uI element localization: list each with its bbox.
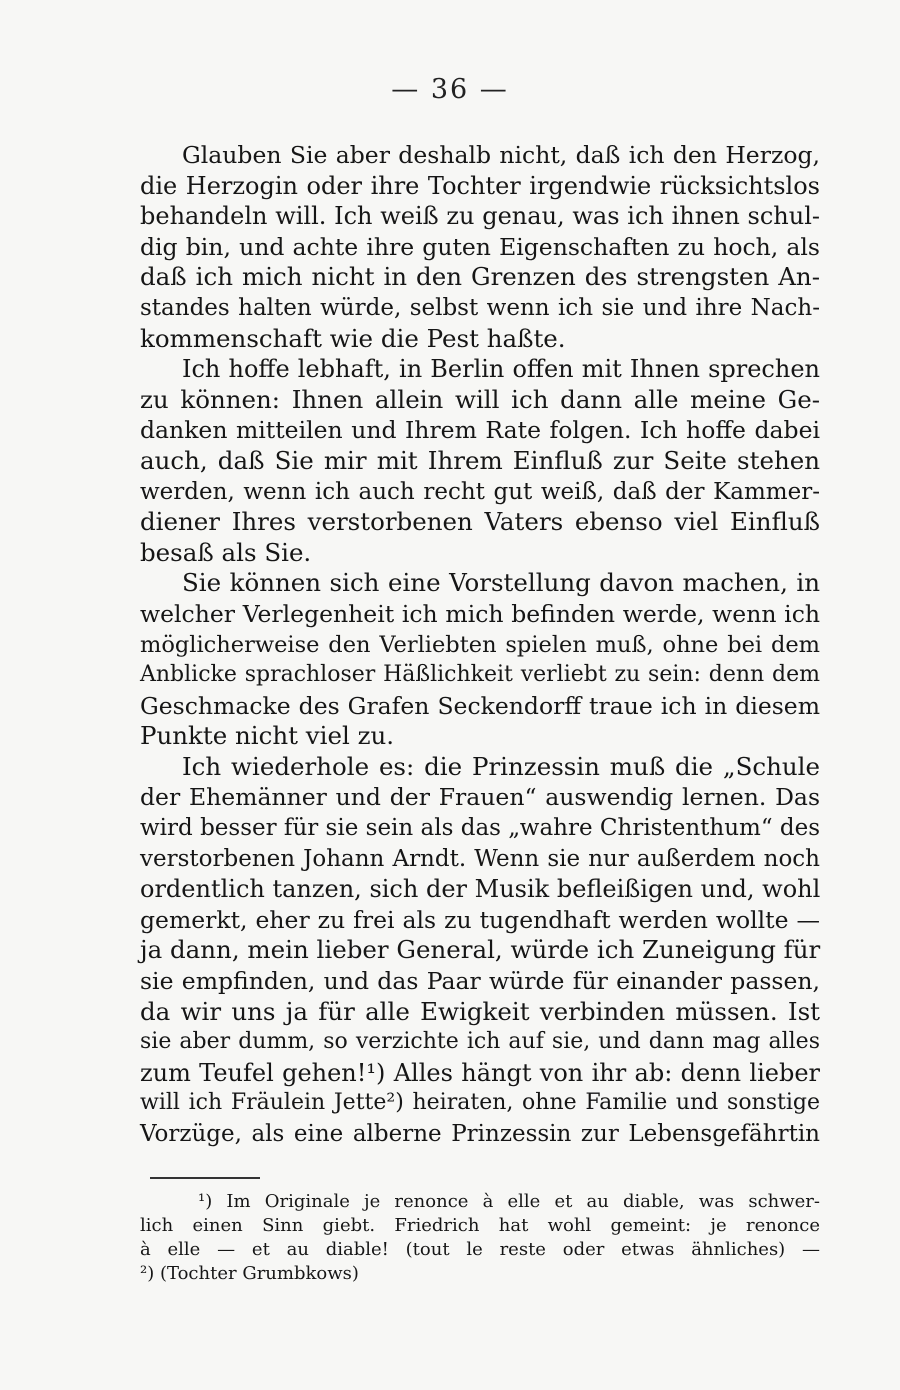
footnote-line: lich einen Sinn giebt. Friedrich hat wohl gemeint: je renonce <box>140 1215 820 1236</box>
text-line: Vorzüge, als eine alberne Prinzessin zur Lebensgefährtin <box>140 1121 820 1147</box>
text-line: werden, wenn ich auch recht gut weiß, daß der Kammer- <box>140 478 820 505</box>
text-line: ja dann, mein lieber General, würde ich Zuneigung für <box>140 935 821 965</box>
footnote-line: ²) (Tochter Grumbkows) <box>140 1263 359 1284</box>
text-line: Glauben Sie aber deshalb nicht, daß ich den Herzog, <box>182 141 820 169</box>
text-line: standes halten würde, selbst wenn ich sie und ihre Nach- <box>140 294 820 321</box>
text-line: kommenschaft wie die Pest haßte. <box>140 323 566 353</box>
text-line: wird besser für sie sein als das „wahre Christenthum“ des <box>140 815 821 842</box>
text-line: Anblicke sprachloser Häßlichkeit verliebt zu sein: denn dem <box>140 662 820 688</box>
footnotes <box>140 1190 820 1286</box>
footnote-line: à elle — et au diable! (tout le reste oder etwas ähnliches) — <box>140 1239 820 1260</box>
text-line: Ich hoffe lebhaft, in Berlin offen mit Ihnen sprechen <box>182 355 820 384</box>
text-line: Sie können sich eine Vorstellung davon machen, in <box>182 568 820 598</box>
text-line: Geschmacke des Grafen Seckendorff traue ich in diesem <box>140 691 820 720</box>
text-line: behandeln will. Ich weiß zu genau, was ich ihnen schul- <box>140 202 820 231</box>
body-text <box>140 140 820 1150</box>
text-line: gemerkt, eher zu frei als zu tugendhaft werden wollte — <box>140 905 820 934</box>
text-line: Punkte nicht viel zu. <box>140 721 395 751</box>
text-line: da wir uns ja für alle Ewigkeit verbinden müssen. Ist <box>140 996 820 1026</box>
footnote-line: ¹) Im Originale je renonce à elle et au diable, was schwer- <box>198 1191 820 1212</box>
text-line: dig bin, und achte ihre guten Eigenschaften zu hoch, als <box>140 232 820 261</box>
text-line: Ich wiederhole es: die Prinzessin muß die „Schule <box>182 751 820 781</box>
text-line: will ich Fräulein Jette²) heiraten, ohne Familie und sonstige <box>140 1090 820 1116</box>
text-line: der Ehemänner und der Frauen“ auswendig lernen. Das <box>140 783 820 812</box>
footnote-divider <box>150 1177 260 1179</box>
text-line: danken mitteilen und Ihrem Rate folgen. Ich hoffe dabei <box>140 416 820 445</box>
page-number: — 36 — <box>391 74 509 105</box>
text-line: zum Teufel gehen!¹) Alles hängt von ihr ab: denn lieber <box>140 1058 820 1087</box>
text-line: die Herzogin oder ihre Tochter irgendwie rücksichtslos <box>140 171 820 200</box>
text-line: auch, daß Sie mir mit Ihrem Einfluß zur Seite stehen <box>140 445 820 475</box>
text-line: welcher Verlegenheit ich mich befinden werde, wenn ich <box>140 599 820 628</box>
text-line: zu können: Ihnen allein will ich dann alle meine Ge- <box>140 384 820 414</box>
text-line: ordentlich tanzen, sich der Musik befleißigen und, wohl <box>140 875 821 904</box>
text-line: diener Ihres verstorbenen Vaters ebenso viel Einfluß <box>140 507 820 537</box>
text-line: daß ich mich nicht in den Grenzen des strengsten An- <box>140 262 820 292</box>
text-line: sie empfinden, und das Paar würde für einander passen, <box>140 967 820 996</box>
text-line: sie aber dumm, so verzichte ich auf sie, und dann mag alles <box>140 1029 820 1055</box>
text-line: möglicherweise den Verliebten spielen muß, ohne bei dem <box>140 631 820 658</box>
text-line: besaß als Sie. <box>140 537 312 567</box>
text-line: verstorbenen Johann Arndt. Wenn sie nur außerdem noch <box>140 845 820 872</box>
